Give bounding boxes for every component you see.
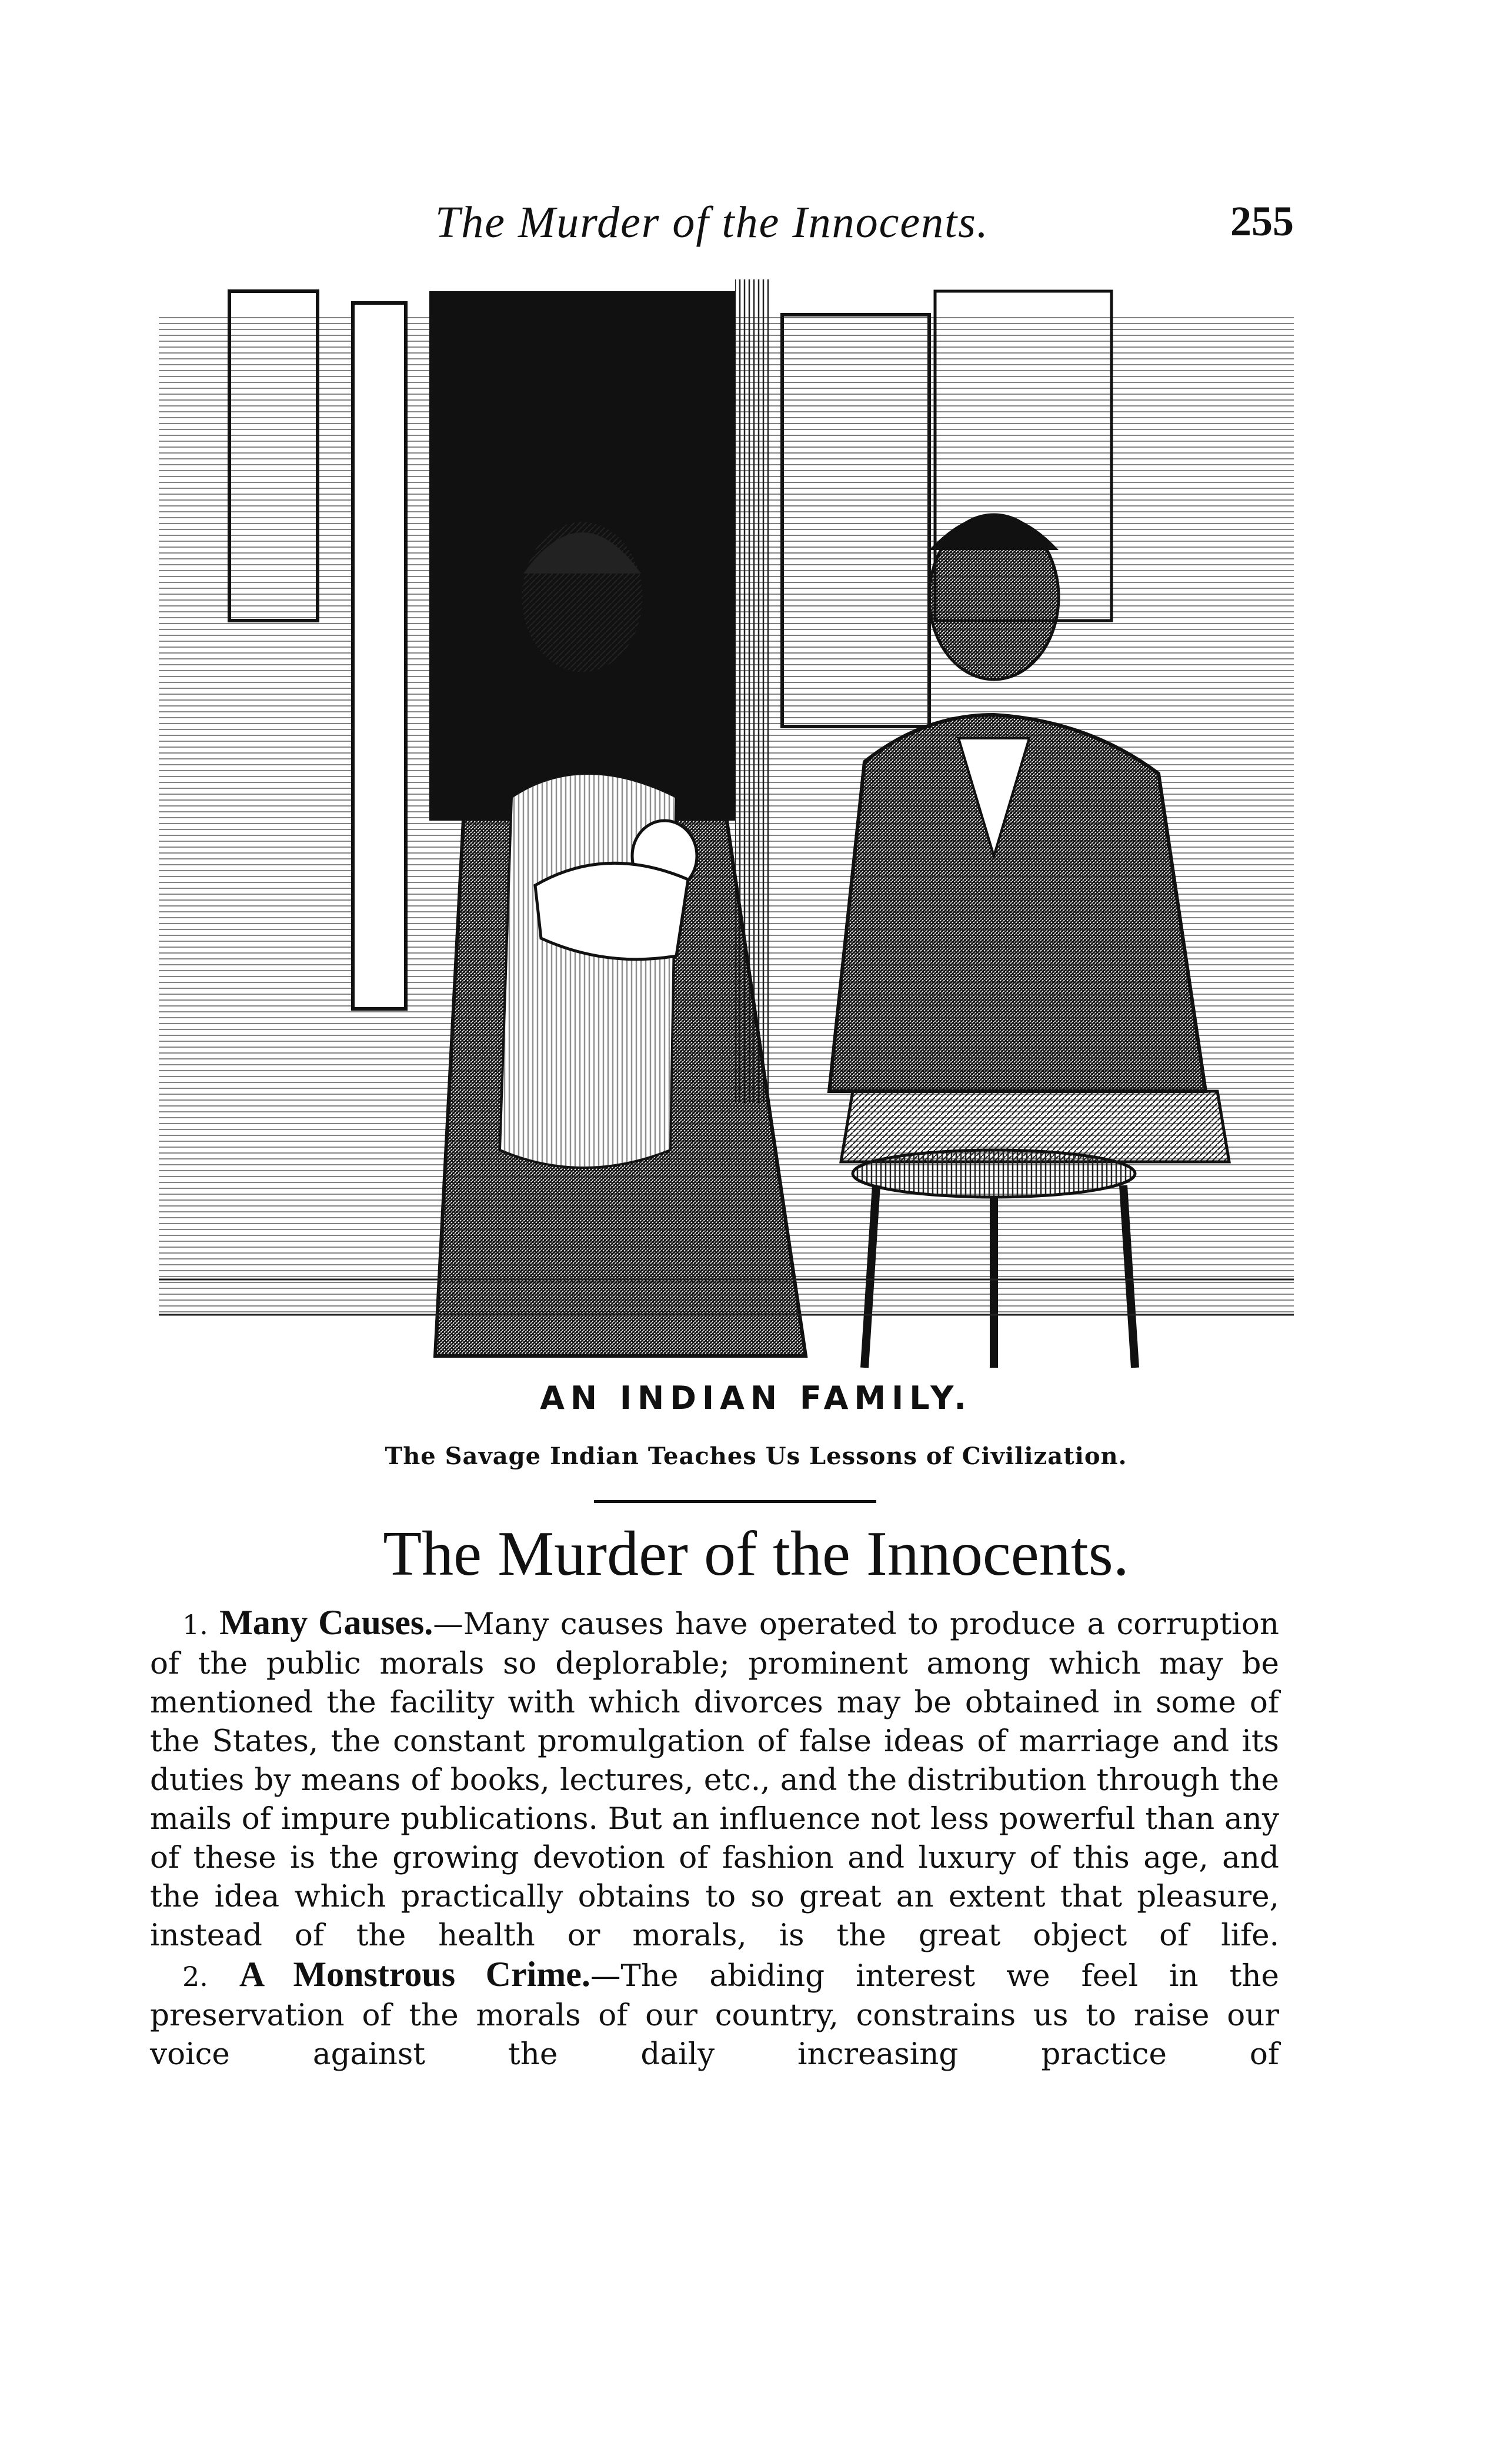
running-title: The Murder of the Innocents. <box>435 198 989 247</box>
engraving-illustration <box>159 268 1294 1368</box>
paragraph-2 <box>150 1955 1279 2074</box>
figure-caption-subtitle: The Savage Indian Teaches Us Lessons of Civilization. <box>385 1442 1127 1470</box>
chapter-title: The Murder of the Innocents. <box>383 1519 1129 1589</box>
paragraph-heading: Many Causes. <box>219 1603 433 1642</box>
divider-rule <box>594 1500 876 1503</box>
running-head <box>147 191 1294 262</box>
figure-caption-title: AN INDIAN FAMILY. <box>540 1379 972 1417</box>
body-text <box>150 1603 1279 2074</box>
paragraph-number: 2. <box>182 1961 208 1992</box>
paragraph-1 <box>150 1603 1279 1955</box>
paragraph-number: 1. <box>182 1609 208 1641</box>
paragraph-text: —The abiding interest we feel in the preservation of the morals of our country, constrains us to raise our voice against the daily increasing practice of <box>150 1958 1279 2072</box>
paragraph-text: —Many causes have operated to produce a corruption of the public morals so deplorable; prominent among which may be mentioned the facility with which divorces may be obtained in some of the States, the constant promulgation of false ideas of marriage and its duties by means of books, lectures, etc., and the distribution through the mails of impure publications. But an influence not less powerful than any of these is the growing devotion of fashion and luxury of this age, and the idea which practically obtains to so great an extent that pleasure, instead of the health or morals, is the great object of life. <box>150 1607 1280 1953</box>
page-number: 255 <box>1230 198 1294 245</box>
paragraph-heading: A Monstrous Crime. <box>239 1955 590 1994</box>
